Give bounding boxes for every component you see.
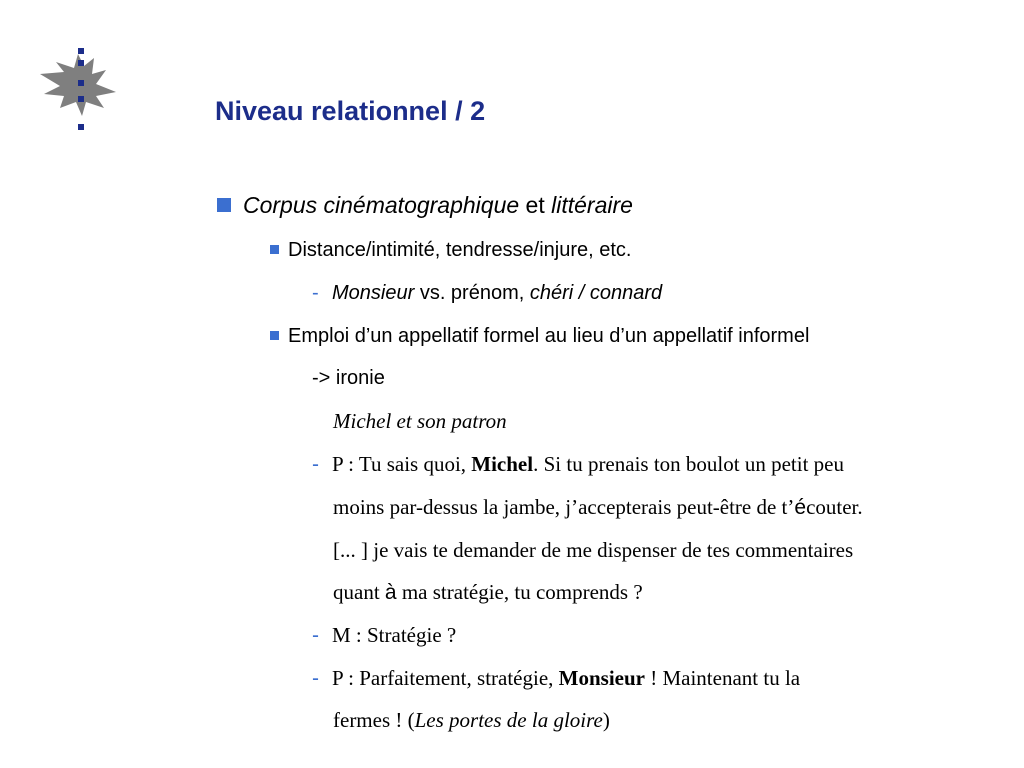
text: vs. prénom,: [414, 282, 530, 304]
text: P : Parfaitement, stratégie,: [332, 666, 559, 690]
text: é: [794, 496, 807, 519]
text: ! Maintenant tu la: [644, 666, 801, 690]
university-flame-logo-icon: [34, 44, 126, 136]
quote-line: [333, 580, 643, 605]
text: Emploi d’un appellatif formel au lieu d’un appellatif informel: [288, 325, 810, 347]
quote-line: [312, 452, 844, 477]
text: couter.: [806, 495, 863, 519]
text: Distance/intimité, tendresse/injure, etc.: [288, 239, 632, 261]
quote-line: [312, 666, 800, 691]
dash-bullet: -: [312, 453, 319, 476]
text-italic: Michel et son patron: [333, 409, 507, 433]
text: et: [519, 192, 552, 218]
small-square-bullet-icon: [270, 245, 279, 254]
text-italic: chéri / connard: [529, 282, 663, 304]
text: P : Tu sais quoi,: [332, 452, 472, 476]
quote-line: [333, 708, 610, 733]
text: moins par-dessus la jambe, j’accepterais peut-être de t’: [333, 495, 795, 519]
text: ): [602, 708, 610, 732]
quote-line: [333, 495, 863, 520]
quote-line: [... ] je vais te demander de me dispenser de tes commentaires: [333, 538, 854, 562]
text: ma stratégie, tu comprends ?: [396, 580, 643, 604]
text: . Si tu prenais ton boulot un petit peu: [533, 452, 844, 476]
text-italic: Monsieur: [332, 282, 415, 304]
list-item-level1: [217, 192, 633, 219]
dash-bullet: -: [312, 667, 319, 690]
text-bold: Michel: [471, 452, 534, 476]
arrow-line: -> ironie: [312, 367, 385, 389]
list-item-dash: [312, 282, 662, 305]
film-title: [333, 409, 507, 434]
text-bold: Monsieur: [558, 666, 645, 690]
text-italic: Corpus cinématographique: [243, 192, 520, 218]
list-item-level2: [270, 325, 809, 348]
quote-line: [312, 623, 456, 648]
dash-bullet: -: [312, 282, 319, 304]
small-square-bullet-icon: [270, 331, 279, 340]
dash-bullet: -: [312, 624, 319, 647]
text-italic: littéraire: [551, 192, 633, 218]
text: fermes ! (: [333, 708, 415, 732]
text: M : Stratégie ?: [332, 623, 457, 647]
text: à: [384, 581, 397, 604]
text-italic: Les portes de la gloire: [414, 708, 603, 732]
slide-title: Niveau relationnel / 2: [215, 96, 486, 126]
text: quant: [333, 580, 385, 604]
list-item-level2: [270, 239, 632, 262]
square-bullet-icon: [217, 198, 231, 212]
